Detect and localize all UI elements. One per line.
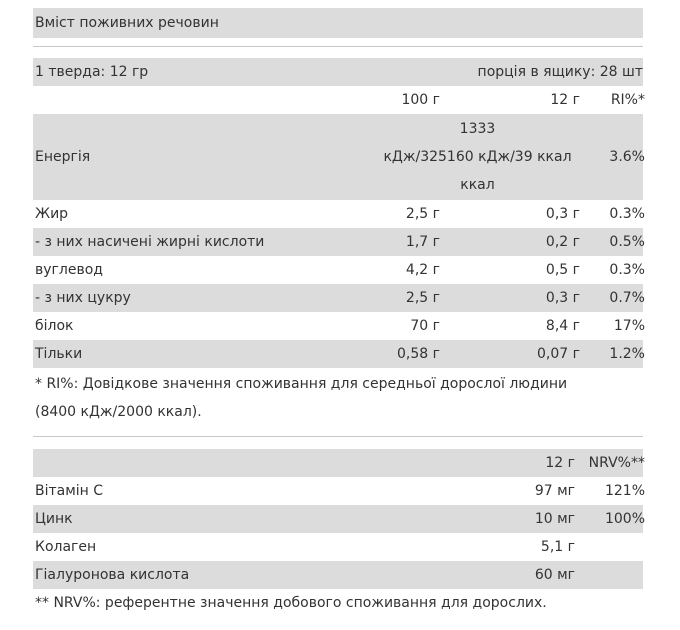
nutrient-name: - з них насичені жирні кислоти	[35, 234, 265, 250]
vitamin-name: Колаген	[35, 539, 97, 555]
nutrient-per12: 0,3 г	[545, 290, 580, 306]
table-row	[33, 256, 643, 284]
header-per12: 12 г	[550, 92, 580, 108]
nutrient-ri: 0.3%	[609, 262, 645, 278]
nrv-footnote: ** NRV%: референтне значення добового споживання для дорослих.	[35, 595, 547, 611]
energy-line-3: ккал	[460, 177, 495, 193]
energy-label: Енергія	[35, 149, 91, 165]
nutrient-per12: 0,07 г	[537, 346, 580, 362]
energy-line-1: 1333	[459, 121, 496, 137]
servings-per-box: порція в ящику: 28 шт	[477, 64, 643, 80]
energy-values	[335, 115, 580, 199]
nutrient-per100: 70 г	[410, 318, 440, 334]
vitamin-name: Вітамін C	[35, 483, 104, 499]
vitamins-header-nrv: NRV%**	[588, 455, 645, 471]
nutrient-per100: 2,5 г	[405, 206, 440, 222]
vitamin-name: Гіалуронова кислота	[35, 567, 190, 583]
table-row	[33, 340, 643, 368]
nutrient-per12: 0,5 г	[545, 262, 580, 278]
table-row	[33, 505, 643, 533]
nutrient-name: - з них цукру	[35, 290, 131, 306]
header-per100: 100 г	[401, 92, 440, 108]
vitamin-name: Цинк	[35, 511, 73, 527]
vitamin-rows	[33, 477, 643, 589]
header-ri: RI%*	[610, 92, 645, 108]
nutrient-ri: 0.5%	[609, 234, 645, 250]
vitamin-per12: 10 мг	[534, 511, 575, 527]
nutrient-ri: 17%	[613, 318, 645, 334]
table-row	[33, 312, 643, 340]
vitamin-nrv: 121%	[604, 483, 645, 499]
nutrition-table	[33, 8, 643, 617]
serving-size: 1 тверда: 12 гр	[35, 64, 149, 80]
table-title: Вміст поживних речовин	[35, 15, 219, 31]
vitamin-per12: 97 мг	[534, 483, 575, 499]
nutrient-rows	[33, 200, 643, 368]
vitamin-per12: 5,1 г	[540, 539, 575, 555]
table-row	[33, 533, 643, 561]
nutrient-per12: 0,3 г	[545, 206, 580, 222]
table-row	[33, 561, 643, 589]
nutrient-per100: 4,2 г	[405, 262, 440, 278]
table-row-energy	[33, 114, 643, 200]
vitamin-nrv: 100%	[604, 511, 645, 527]
table-header-row	[33, 86, 643, 114]
table-row	[33, 477, 643, 505]
nutrient-per100: 0,58 г	[397, 346, 440, 362]
nutrient-ri: 1.2%	[609, 346, 645, 362]
nutrient-name: Тільки	[35, 346, 83, 362]
nutrient-name: Жир	[35, 206, 69, 222]
nutrient-name: вуглевод	[35, 262, 103, 278]
energy-ri: 3.6%	[609, 149, 645, 165]
ri-footnote: * RI%: Довідкове значення споживання для середньої дорослої людини (8400 кДж/2000 ккал).	[35, 376, 568, 420]
nutrient-per12: 8,4 г	[545, 318, 580, 334]
nutrient-ri: 0.7%	[609, 290, 645, 306]
energy-line-2: кДж/325160 кДж/39 ккал	[383, 149, 572, 165]
nutrient-per100: 2,5 г	[405, 290, 440, 306]
table-title-row	[33, 8, 643, 38]
vitamins-header-row	[33, 449, 643, 477]
nutrient-per12: 0,2 г	[545, 234, 580, 250]
table-row	[33, 228, 643, 256]
table-row	[33, 284, 643, 312]
serving-row	[33, 58, 643, 86]
nutrient-name: білок	[35, 318, 74, 334]
vitamins-header-per12: 12 г	[545, 455, 575, 471]
nutrient-ri: 0.3%	[609, 206, 645, 222]
table-row	[33, 200, 643, 228]
nutrient-per100: 1,7 г	[405, 234, 440, 250]
vitamin-per12: 60 мг	[534, 567, 575, 583]
